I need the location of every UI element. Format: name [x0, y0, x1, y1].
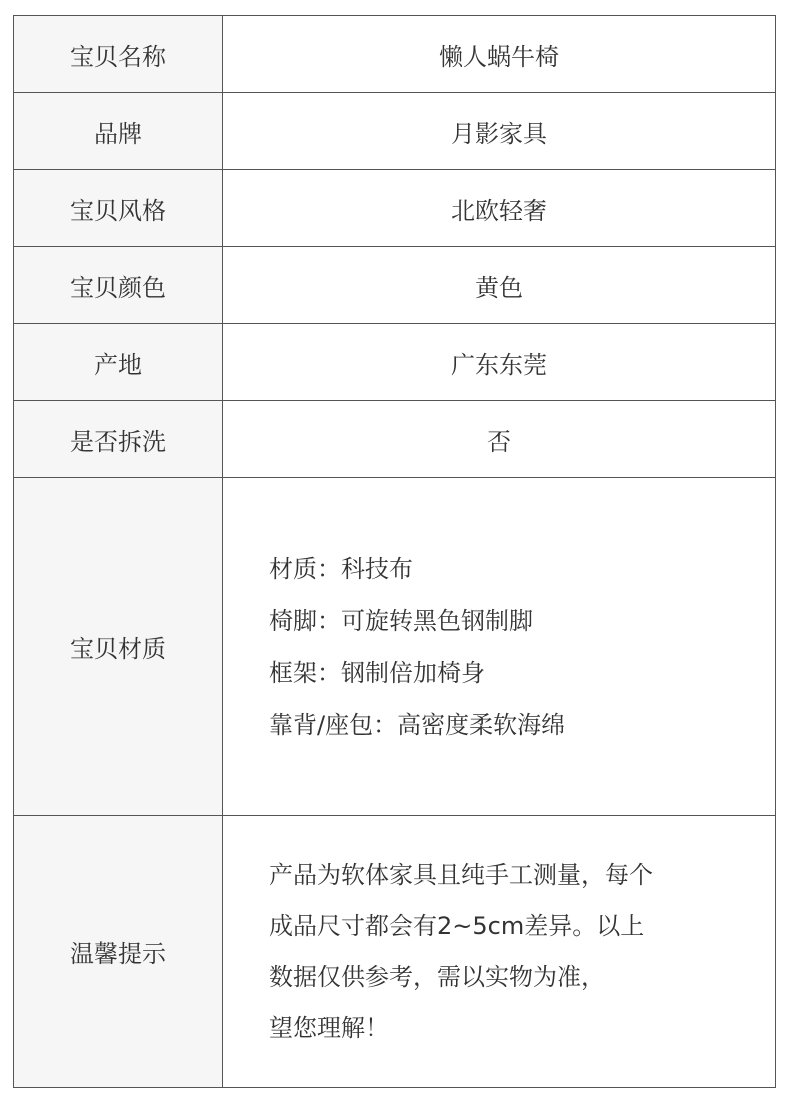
spec-row-notice [14, 816, 776, 1088]
spec-row-washable [14, 401, 776, 478]
spec-row-style [14, 170, 776, 247]
material-line-legs: 椅脚：可旋转黑色钢制脚 [269, 606, 533, 635]
spec-value: 北欧轻奢 [223, 170, 776, 247]
spec-label: 是否拆洗 [14, 401, 223, 478]
spec-value: 黄色 [223, 247, 776, 324]
spec-row-material [14, 478, 776, 816]
spec-row-brand [14, 93, 776, 170]
notice-line: 产品为软体家具且纯手工测量，每个 [269, 860, 653, 889]
spec-value: 懒人蜗牛椅 [223, 16, 776, 93]
spec-label: 宝贝材质 [14, 478, 223, 816]
spec-label: 宝贝风格 [14, 170, 223, 247]
spec-label: 品牌 [14, 93, 223, 170]
spec-label: 宝贝颜色 [14, 247, 223, 324]
spec-label: 产地 [14, 324, 223, 401]
notice-line: 成品尺寸都会有2~5cm差异。以上 [269, 911, 645, 940]
spec-row-origin [14, 324, 776, 401]
spec-label: 温馨提示 [14, 816, 223, 1088]
spec-value: 否 [223, 401, 776, 478]
notice-text [223, 816, 776, 1088]
material-line-fabric: 材质：科技布 [269, 554, 413, 583]
spec-label: 宝贝名称 [14, 16, 223, 93]
notice-line: 数据仅供参考，需以实物为准， [269, 962, 605, 991]
material-line-frame: 框架：钢制倍加椅身 [269, 658, 485, 687]
spec-value: 月影家具 [223, 93, 776, 170]
product-spec-table [13, 15, 776, 1088]
material-line-cushion: 靠背/座包：高密度柔软海绵 [269, 710, 566, 739]
spec-row-name [14, 16, 776, 93]
notice-line: 望您理解！ [269, 1013, 389, 1042]
spec-value: 广东东莞 [223, 324, 776, 401]
material-details [223, 478, 776, 816]
spec-row-color [14, 247, 776, 324]
